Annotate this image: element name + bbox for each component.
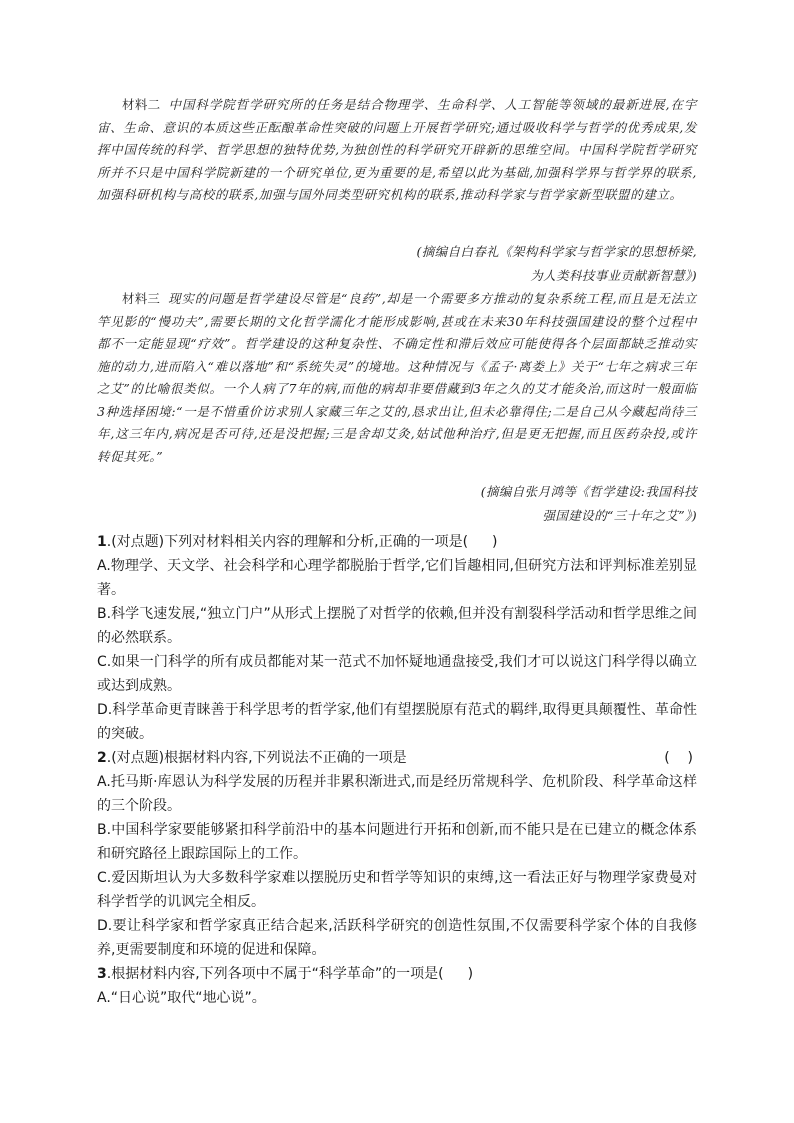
- material-two-text: 中国科学院哲学研究所的任务是结合物理学、生命科学、人工智能等领域的最新进展,在宇宙、生命、意识的本质这些正酝酿革命性突破的问题上开展哲学研究;通过吸收科学与哲学的优秀成果,发挥中国传统的科学、哲学思想的独特优势,为独创性的科学研究开辟新的思维空间。中国科学院哲学研究所并不只是中国科学院新建的一个研究单位,更为重要的是,希望以此为基础,加强科学界与哲学界的联系,加强科研机构与高校的联系,加强与国外同类型研究机构的联系,推动科学家与哲学家新型联盟的建立。: [97, 97, 697, 202]
- material-two-source-line1: (摘编自白春礼《架构科学家与哲学家的思想桥梁,: [416, 244, 697, 259]
- question-1-text: .(对点题)下列对材料相关内容的理解和分析,正确的一项是(: [106, 534, 469, 550]
- material-three-label: 材料三: [122, 291, 161, 306]
- material-three-paragraph: [97, 288, 697, 468]
- question-2-option-d[interactable]: D.要让科学家和哲学家真正结合起来,活跃科学研究的创造性氛围,不仅需要科学家个体的自我修养,更需要制度和环境的促进和保障。: [97, 918, 697, 958]
- question-2-option-c[interactable]: C.爱因斯坦认为大多数科学家难以摆脱历史和哲学等知识的束缚,这一看法正好与物理学家费曼对科学哲学的讥讽完全相反。: [97, 870, 697, 910]
- material-three-text: 现实的问题是哲学建设尽管是“良药”,却是一个需要多方推动的复杂系统工程,而且是无法立竿见影的“慢功夫”,需要长期的文化哲学濡化才能形成影响,甚或在未来30年科技强国建设的整个过程中都不一定能显现“疗效”。哲学建设的这种复杂性、不确定性和滞后效应可能使得各个层面都缺乏推动实施的动力,进而陷入“难以落地”和“系统失灵”的境地。这种情况与《孟子·离娄上》关于“七年之病求三年之艾”的比喻很类似。一个人病了7年的病,而他的病却非要借藏到3年之久的艾才能灸治,而这时一般面临3种选择困境:“一是不惜重价访求别人家藏三年之艾的,恳求出让,但未必靠得住;二是自己从今藏起尚待三年,这三年内,病况是否可待,还是没把握;三是舍却艾灸,姑试他种治疗,但是更无把握,而且医药杂投,或许转促其死。”: [97, 291, 697, 464]
- material-three-source-line1: (摘编自张月鸿等《哲学建设:我国科技: [480, 484, 697, 499]
- material-two-source-line2: 为人类科技事业贡献新智慧》): [530, 268, 697, 283]
- question-2: [97, 746, 697, 962]
- question-3-answer-bracket[interactable]: ): [467, 966, 474, 982]
- material-two-source: [97, 240, 697, 288]
- question-2-text: .(对点题)根据材料内容,下列说法不正确的一项是: [106, 750, 407, 766]
- question-1-option-c[interactable]: C.如果一门科学的所有成员都能对某一范式不加怀疑地通盘接受,我们才可以说这门科学得以确立或达到成熟。: [97, 654, 697, 694]
- question-1-stem: [97, 530, 697, 554]
- question-3-number: 3: [97, 966, 107, 982]
- question-2-option-b[interactable]: B.中国科学家要能够紧扣科学前沿中的基本问题进行开拓和创新,而不能只是在已建立的概念体系和研究路径上跟踪国际上的工作。: [97, 822, 697, 862]
- question-3-stem: [97, 962, 697, 986]
- question-2-option-a[interactable]: A.托马斯·库恩认为科学发展的历程并非累积渐进式,而是经历常规科学、危机阶段、科学革命这样的三个阶段。: [97, 774, 697, 814]
- material-two-label: 材料二: [122, 97, 161, 112]
- question-1: [97, 530, 697, 746]
- question-2-number: 2: [97, 750, 107, 766]
- question-2-answer-bracket[interactable]: ( ): [664, 750, 693, 766]
- question-1-number: 1: [97, 534, 107, 550]
- question-3-option-a[interactable]: A.“日心说”取代“地心说”。: [97, 990, 266, 1006]
- question-2-stem: [97, 746, 697, 770]
- material-three-passage: [97, 288, 697, 468]
- material-three-source: [97, 480, 697, 528]
- question-3: [97, 962, 697, 1010]
- question-3-text: .根据材料内容,下列各项中不属于“科学革命”的一项是(: [106, 966, 444, 982]
- question-1-option-d[interactable]: D.科学革命更青睐善于科学思考的哲学家,他们有望摆脱原有范式的羁绊,取得更具颠覆性、革命性的突破。: [97, 702, 697, 742]
- material-two-passage: [97, 94, 697, 207]
- question-list: [97, 530, 697, 1010]
- question-1-option-b[interactable]: B.科学飞速发展,“独立门户”从形式上摆脱了对哲学的依赖,但并没有割裂科学活动和哲学思维之间的必然联系。: [97, 606, 697, 646]
- question-1-answer-bracket[interactable]: ): [492, 534, 498, 550]
- material-two-paragraph: [97, 94, 697, 207]
- material-three-source-line2: 强国建设的“三十年之艾”》): [542, 508, 697, 523]
- question-1-option-a[interactable]: A.物理学、天文学、社会科学和心理学都脱胎于哲学,它们旨趣相同,但研究方法和评判标准差别显著。: [97, 558, 697, 598]
